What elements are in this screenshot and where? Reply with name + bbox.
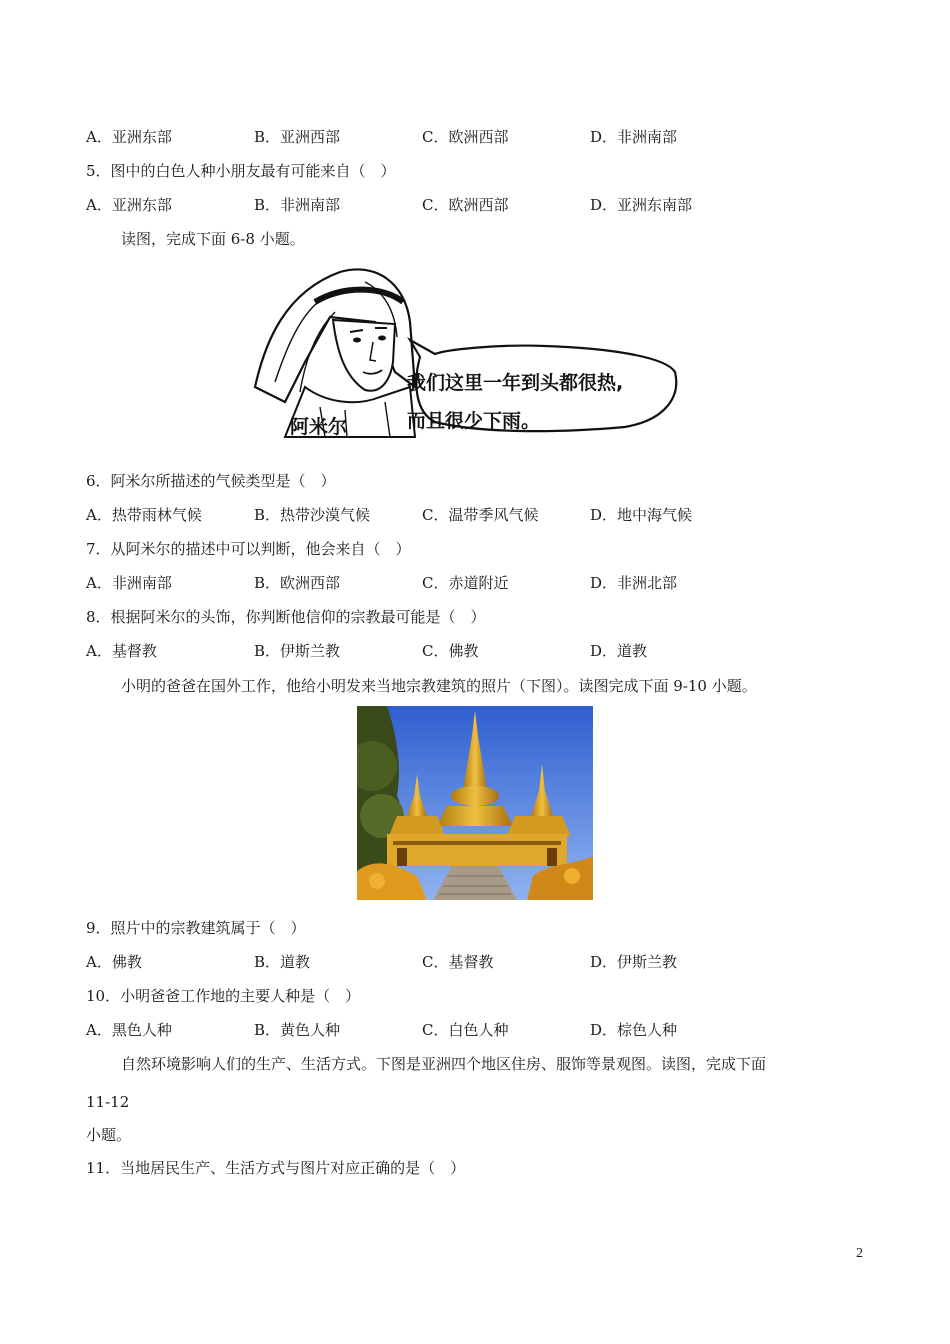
q4-option-b: B．亚洲西部 [254,128,341,146]
q7-stem: 7．从阿米尔的描述中可以判断，他会来自（ ） [86,540,411,558]
temple-photo [357,706,593,900]
speech-line-1: 我们这里一年到头都很热, [407,372,624,394]
q5-option-a: A．亚洲东部 [86,196,172,214]
q11-stem: 11．当地居民生产、生活方式与图片对应正确的是（ ） [86,1159,466,1177]
intro-6-8: 读图，完成下面 6-8 小题。 [121,230,305,248]
q8-option-d: D．道教 [590,642,648,660]
q5-option-c: C．欧洲西部 [422,196,509,214]
q4-option-c: C．欧洲西部 [422,128,509,146]
q8-option-c: C．佛教 [422,642,479,660]
q4-option-a: A．亚洲东部 [86,128,172,146]
q8-option-a: A．基督教 [86,642,157,660]
q9-option-a: A．佛教 [86,953,142,971]
q9-option-c: C．基督教 [422,953,494,971]
q6-option-a: A．热带雨林气候 [86,506,202,524]
q7-option-b: B．欧洲西部 [254,574,341,592]
q6-option-d: D．地中海气候 [590,506,693,524]
q7-option-d: D．非洲北部 [590,574,678,592]
q10-option-c: C．白色人种 [422,1021,509,1039]
q5-option-d: D．亚洲东南部 [590,196,693,214]
page-number: 2 [856,1246,863,1261]
intro-11-12-line-2: 11-12 [86,1093,130,1111]
q4-option-d: D．非洲南部 [590,128,678,146]
character-name: 阿米尔 [290,416,348,438]
q7-option-c: C．赤道附近 [422,574,509,592]
q6-stem: 6．阿米尔所描述的气候类型是（ ） [86,472,336,490]
q5-stem: 5．图中的白色人种小朋友最有可能来自（ ） [86,162,396,180]
q8-stem: 8．根据阿米尔的头饰，你判断他信仰的宗教最可能是（ ） [86,608,486,626]
q9-stem: 9．照片中的宗教建筑属于（ ） [86,919,306,937]
speech-line-2: 而且很少下雨。 [407,410,541,432]
q7-option-a: A．非洲南部 [86,574,172,592]
intro-11-12-line-1: 自然环境影响人们的生产、生活方式。下图是亚洲四个地区住房、服饰等景观图。读图，完成下面 [121,1055,767,1073]
q9-option-d: D．伊斯兰教 [590,953,678,971]
cartoon-figure [245,262,685,442]
q9-option-b: B．道教 [254,953,311,971]
q6-option-c: C．温带季风气候 [422,506,539,524]
intro-9-10: 小明的爸爸在国外工作，他给小明发来当地宗教建筑的照片（下图）。读图完成下面 9-10 小题。 [121,677,757,695]
q5-option-b: B．非洲南部 [254,196,341,214]
pagoda-image [357,706,593,900]
q10-stem: 10．小明爸爸工作地的主要人种是（ ） [86,987,361,1005]
q6-option-b: B．热带沙漠气候 [254,506,371,524]
q8-option-b: B．伊斯兰教 [254,642,341,660]
q10-option-d: D．棕色人种 [590,1021,678,1039]
intro-11-12-line-3: 小题。 [86,1126,132,1144]
q10-option-b: B．黄色人种 [254,1021,341,1039]
q10-option-a: A．黑色人种 [86,1021,172,1039]
